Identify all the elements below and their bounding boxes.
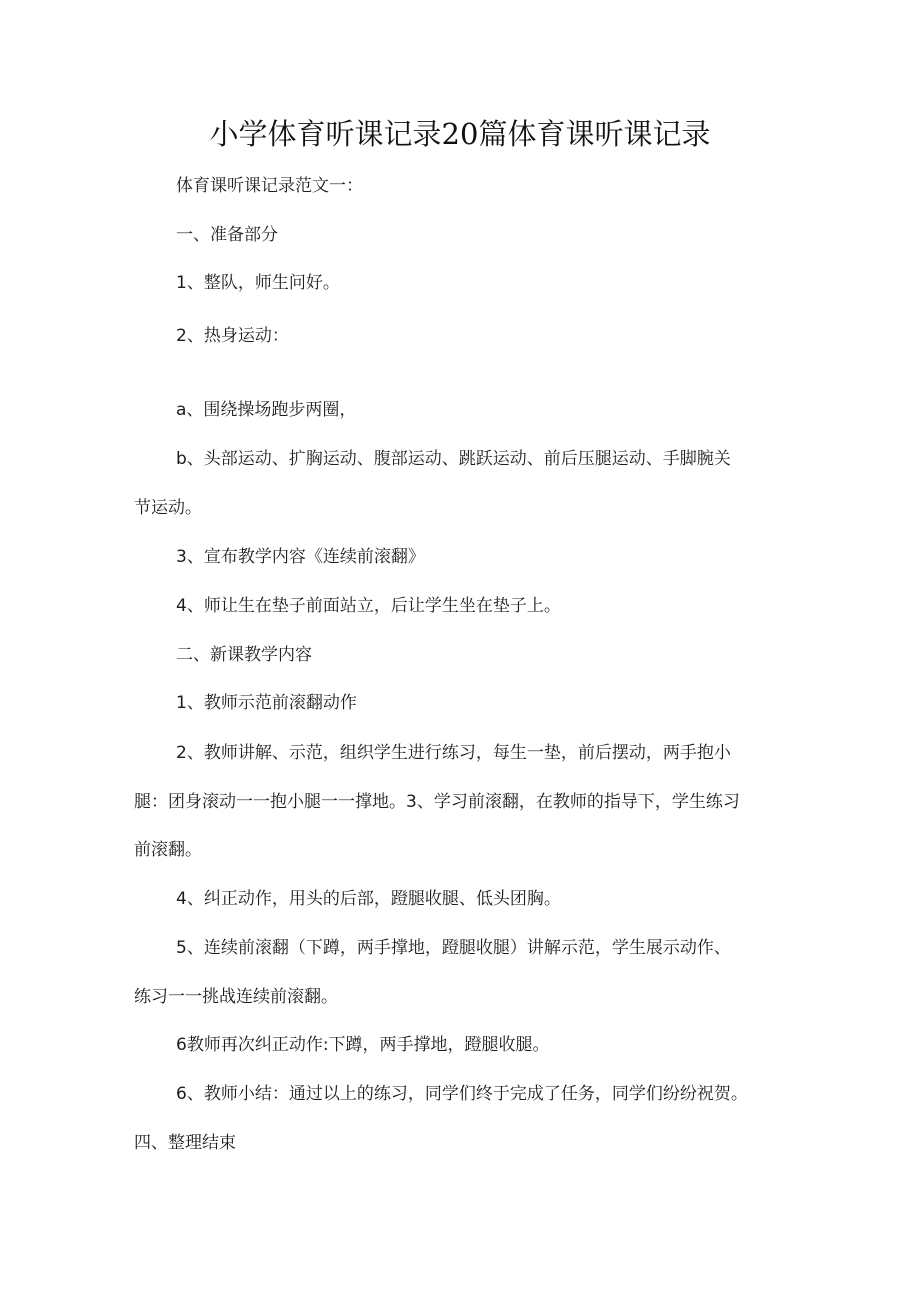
paragraph-item: 6教师再次纠正动作:下蹲，两手撑地，蹬腿收腿。	[176, 1035, 550, 1055]
paragraph-item: b、头部运动、扩胸运动、腹部运动、跳跃运动、前后压腿运动、手脚腕关	[176, 449, 731, 469]
paragraph-continuation: 节运动。	[134, 498, 202, 518]
paragraph-item: 4、师让生在垫子前面站立，后让学生坐在垫子上。	[176, 596, 561, 616]
paragraph-continuation: 腿：团身滚动一一抱小腿一一撑地。3、学习前滚翻，在教师的指导下，学生练习	[134, 792, 740, 812]
paragraph-item: 2、热身运动：	[176, 326, 289, 346]
section-heading-closing: 四、整理结束	[134, 1133, 236, 1153]
paragraph-item: 1、教师示范前滚翻动作	[176, 693, 357, 713]
paragraph-item: 5、连续前滚翻（下蹲，两手撑地，蹬腿收腿）讲解示范，学生展示动作、	[176, 938, 731, 958]
paragraph-intro: 体育课听课记录范文一：	[176, 176, 363, 196]
paragraph-continuation: 前滚翻。	[134, 840, 202, 860]
paragraph-item: 1、整队，师生问好。	[176, 273, 340, 293]
paragraph-item: 2、教师讲解、示范，组织学生进行练习，每生一垫，前后摆动，两手抱小	[176, 743, 731, 763]
paragraph-item: a、围绕操场跑步两圈，	[176, 400, 357, 420]
paragraph-item: 3、宣布教学内容《连续前滚翻》	[176, 547, 425, 567]
paragraph-item: 4、纠正动作，用头的后部，蹬腿收腿、低头团胸。	[176, 889, 561, 909]
document-title: 小学体育听课记录20篇体育课听课记录	[209, 117, 711, 151]
section-heading-new-lesson: 二、新课教学内容	[176, 645, 312, 665]
section-heading-prepare: 一、准备部分	[176, 225, 278, 245]
paragraph-continuation: 练习一一挑战连续前滚翻。	[134, 987, 338, 1007]
paragraph-item: 6、教师小结：通过以上的练习，同学们终于完成了任务，同学们纷纷祝贺。	[176, 1084, 748, 1104]
